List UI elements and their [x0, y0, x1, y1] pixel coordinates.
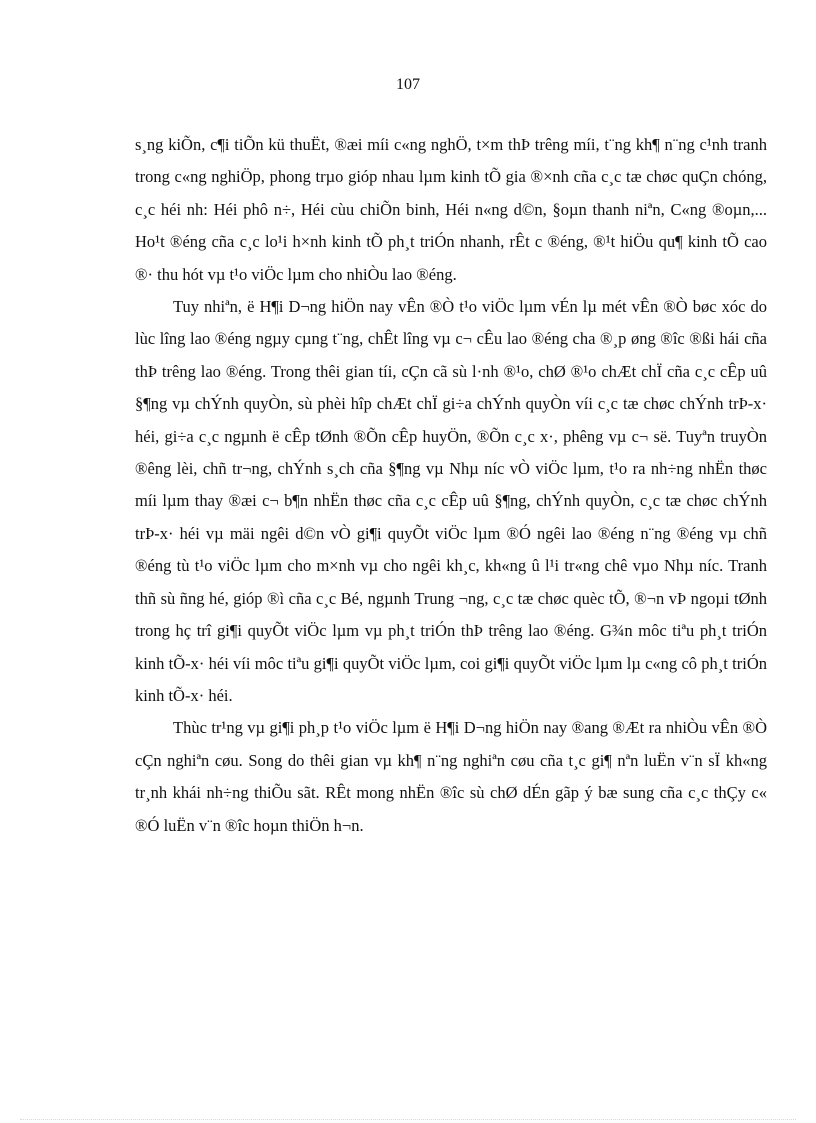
paragraph-1: s¸ng kiÕn, c¶i tiÕn kü thuËt, ®æi míi c«ng nghÖ, t×m thÞ trêng míi, t¨ng kh¶ n¨ng c¹nh tranh trong c«ng nghiÖp, phong trµo gióp nhau lµm kinh tÕ gia ®×nh cña c¸c tæ chøc quÇn chóng, c¸c héi nh: Héi phô n÷, Héi cùu chiÕn binh, Héi n«ng d©n, §oµn thanh niªn, C«ng ®oµn,... Ho¹t ®éng cña c¸c lo¹i h×nh kinh tÕ ph¸t triÓn nhanh, rÊt c ®éng, ®¹t hiÖu qu¶ kinh tÕ cao ®· thu hót vµ t¹o viÖc lµm cho nhiÒu lao ®éng.	[135, 135, 767, 284]
paragraph-2: Tuy nhiªn, ë H¶i D¬ng hiÖn nay vÊn ®Ò t¹o viÖc lµm vÉn lµ mét vÊn ®Ò bøc xóc do lùc lîng lao ®éng ngµy cµng t¨ng, chÊt lîng vµ c¬ cÊu lao ®éng cha ®¸p øng ®îc ®ßi hái cña thÞ trêng lao ®éng. Trong thêi gian tíi, cÇn cã sù l·nh ®¹o, chØ ®¹o chÆt chÏ cña c¸c cÊp uû §¶ng vµ chÝnh quyÒn, sù phèi hîp chÆt chÏ gi÷a chÝnh quyÒn víi c¸c tæ chøc chÝnh trÞ-x· héi, gi÷a c¸c ngµnh ë cÊp tØnh ®Õn cÊp huyÖn, ®Õn c¸c x·, phêng vµ c¬ së. Tuyªn truyÒn ®êng lèi, chñ tr¬ng, chÝnh s¸ch cña §¶ng vµ Nhµ níc vÒ viÖc lµm, t¹o ra nh÷ng nhËn thøc míi lµm thay ®æi c¬ b¶n nhËn thøc cña c¸c cÊp uû §¶ng, chÝnh quyÒn, c¸c tæ chøc chÝnh trÞ-x· héi vµ mäi ngêi d©n vÒ gi¶i quyÕt viÖc lµm ®Ó ngêi lao ®éng n¨ng ®éng vµ chñ ®éng tù t¹o viÖc lµm cho m×nh vµ cho ngêi kh¸c, kh«ng û l¹i tr«ng chê vµo Nhµ níc. Tranh thñ sù ñng hé, gióp ®ì cña c¸c Bé, ngµnh Trung ¬ng, c¸c tæ chøc quèc tÕ, ®¬n vÞ ngoµi tØnh trong hç trî gi¶i quyÕt viÖc lµm vµ ph¸t triÓn thÞ trêng lao ®éng. G¾n môc tiªu ph¸t triÓn kinh tÕ-x· héi víi môc tiªu gi¶i quyÕt viÖc lµm, coi gi¶i quyÕt viÖc lµm lµ c«ng cô ph¸t triÓn kinh tÕ-x· héi.	[135, 297, 767, 705]
body-text	[135, 129, 767, 842]
page-bottom-divider	[20, 1119, 796, 1120]
paragraph-3: Thùc tr¹ng vµ gi¶i ph¸p t¹o viÖc lµm ë H¶i D¬ng hiÖn nay ®ang ®Æt ra nhiÒu vÊn ®Ò cÇn nghiªn cøu. Song do thêi gian vµ kh¶ n¨ng nghiªn cøu cña t¸c gi¶ nªn luËn v¨n sÏ kh«ng tr¸nh khái nh÷ng thiÕu sãt. RÊt mong nhËn ®îc sù chØ dÉn gãp ý bæ sung cña c¸c thÇy c« ®Ó luËn v¨n ®îc hoµn thiÖn h¬n.	[135, 718, 767, 835]
page-number: 107	[396, 76, 420, 93]
